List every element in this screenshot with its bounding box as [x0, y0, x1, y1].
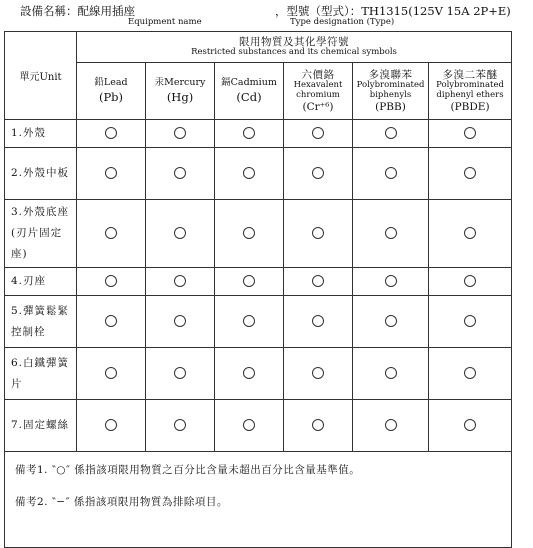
compliant-circle-icon — [464, 315, 476, 327]
compliant-circle-icon — [312, 167, 324, 179]
substance-status-cell — [353, 268, 429, 296]
substance-status-cell — [353, 348, 429, 400]
substance-status-cell — [215, 348, 284, 400]
note-1: 備考1. ‶○″ 係指該項限用物質之百分比含量未超出百分比含量基準值。 — [15, 464, 361, 476]
compliant-circle-icon — [105, 167, 117, 179]
compliant-circle-icon — [385, 315, 397, 327]
type-designation-en: Type designation (Type) — [290, 17, 395, 27]
type-designation-label: ，型號（型式）：TH1315(125V 15A 2P+E) — [275, 4, 511, 18]
substance-status-cell — [284, 120, 353, 148]
declaration-header — [0, 0, 533, 32]
substances-title — [77, 32, 512, 63]
substance-status-cell — [77, 148, 146, 200]
part-name: 2.外殼中板 — [5, 148, 77, 200]
compliant-circle-icon — [312, 367, 324, 379]
substance-status-cell — [284, 348, 353, 400]
substance-status-cell — [77, 120, 146, 148]
col-header-mercury: 汞Mercury (Hg) — [146, 63, 215, 120]
compliant-circle-icon — [174, 419, 186, 431]
compliant-circle-icon — [385, 419, 397, 431]
part-name: 4.刃座 — [5, 268, 77, 296]
table-row — [5, 148, 512, 200]
col-header-cadmium: 鎘Cadmium (Cd) — [215, 63, 284, 120]
compliant-circle-icon — [174, 167, 186, 179]
substance-status-cell — [429, 348, 512, 400]
table-row — [5, 200, 512, 268]
table-row — [5, 296, 512, 348]
compliant-circle-icon — [312, 227, 324, 239]
compliant-circle-icon — [385, 275, 397, 287]
table-row — [5, 348, 512, 400]
part-name: 3.外殼底座(刃片固定座) — [5, 200, 77, 268]
compliant-circle-icon — [105, 315, 117, 327]
unit-column-header: 單元Unit — [5, 32, 77, 120]
substances-title-zh: 限用物質及其化學符號 — [239, 36, 350, 49]
col-header-hexavalent-chromium: 六價鉻 Hexavalent chromium (Cr⁺⁶) — [284, 63, 353, 120]
col-header-lead: 鉛Lead (Pb) — [77, 63, 146, 120]
substance-status-cell — [146, 268, 215, 296]
substance-status-cell — [353, 200, 429, 268]
substance-status-cell — [353, 400, 429, 452]
compliant-circle-icon — [464, 127, 476, 139]
table-row — [5, 268, 512, 296]
compliant-circle-icon — [243, 315, 255, 327]
compliant-circle-icon — [464, 419, 476, 431]
compliant-circle-icon — [105, 127, 117, 139]
notes-section — [5, 452, 512, 548]
substance-status-cell — [429, 296, 512, 348]
compliant-circle-icon — [464, 227, 476, 239]
part-name: 1.外殼 — [5, 120, 77, 148]
substance-status-cell — [353, 148, 429, 200]
substance-status-cell — [146, 400, 215, 452]
substance-status-cell — [146, 200, 215, 268]
table-row — [5, 120, 512, 148]
substance-status-cell — [215, 268, 284, 296]
compliant-circle-icon — [105, 419, 117, 431]
substance-status-cell — [77, 268, 146, 296]
substance-status-cell — [215, 148, 284, 200]
compliant-circle-icon — [312, 127, 324, 139]
substance-status-cell — [146, 296, 215, 348]
equipment-name-label: 設備名稱：配線用插座 — [20, 4, 135, 18]
compliant-circle-icon — [385, 127, 397, 139]
substance-status-cell — [77, 348, 146, 400]
compliant-circle-icon — [243, 227, 255, 239]
substance-status-cell — [429, 148, 512, 200]
substance-status-cell — [284, 400, 353, 452]
substance-status-cell — [146, 120, 215, 148]
note-2: 備考2. ‶−″ 係指該項限用物質為排除項目。 — [15, 496, 228, 508]
substance-status-cell — [215, 200, 284, 268]
compliant-circle-icon — [174, 275, 186, 287]
substance-status-cell — [429, 400, 512, 452]
table-row — [5, 400, 512, 452]
compliant-circle-icon — [105, 227, 117, 239]
substance-status-cell — [77, 200, 146, 268]
substance-status-cell — [429, 120, 512, 148]
substance-status-cell — [353, 296, 429, 348]
col-header-pbb: 多溴聯苯 Polybrominated biphenyls (PBB) — [353, 63, 429, 120]
substance-status-cell — [215, 400, 284, 452]
substance-status-cell — [215, 120, 284, 148]
substance-status-cell — [146, 348, 215, 400]
substances-title-en: Restricted substances and its chemical symbols — [191, 47, 397, 58]
part-name: 5.彈簧鬆緊控制栓 — [5, 296, 77, 348]
compliant-circle-icon — [385, 167, 397, 179]
part-rows — [5, 120, 512, 452]
substance-status-cell — [284, 148, 353, 200]
substance-status-cell — [77, 400, 146, 452]
substance-status-cell — [146, 148, 215, 200]
substance-status-cell — [77, 296, 146, 348]
substance-status-cell — [353, 120, 429, 148]
compliant-circle-icon — [174, 227, 186, 239]
part-name: 6.白鐵彈簧片 — [5, 348, 77, 400]
substance-status-cell — [284, 268, 353, 296]
compliant-circle-icon — [464, 275, 476, 287]
part-name: 7.固定螺絲 — [5, 400, 77, 452]
compliant-circle-icon — [464, 167, 476, 179]
compliant-circle-icon — [243, 275, 255, 287]
restricted-substances-table — [4, 31, 512, 548]
compliant-circle-icon — [174, 367, 186, 379]
compliant-circle-icon — [243, 367, 255, 379]
compliant-circle-icon — [243, 167, 255, 179]
compliant-circle-icon — [312, 419, 324, 431]
compliant-circle-icon — [385, 367, 397, 379]
substance-status-cell — [284, 200, 353, 268]
compliant-circle-icon — [243, 419, 255, 431]
compliant-circle-icon — [105, 275, 117, 287]
compliant-circle-icon — [464, 367, 476, 379]
equipment-name-en: Equipment name — [128, 17, 202, 27]
substance-status-cell — [429, 268, 512, 296]
compliant-circle-icon — [174, 127, 186, 139]
compliant-circle-icon — [385, 227, 397, 239]
compliant-circle-icon — [312, 315, 324, 327]
substance-status-cell — [429, 200, 512, 268]
compliant-circle-icon — [174, 315, 186, 327]
compliant-circle-icon — [312, 275, 324, 287]
compliant-circle-icon — [243, 127, 255, 139]
substance-status-cell — [284, 296, 353, 348]
compliant-circle-icon — [105, 367, 117, 379]
substance-status-cell — [215, 296, 284, 348]
col-header-pbde: 多溴二苯醚 Polybrominated diphenyl ethers (PBDE) — [429, 63, 512, 120]
